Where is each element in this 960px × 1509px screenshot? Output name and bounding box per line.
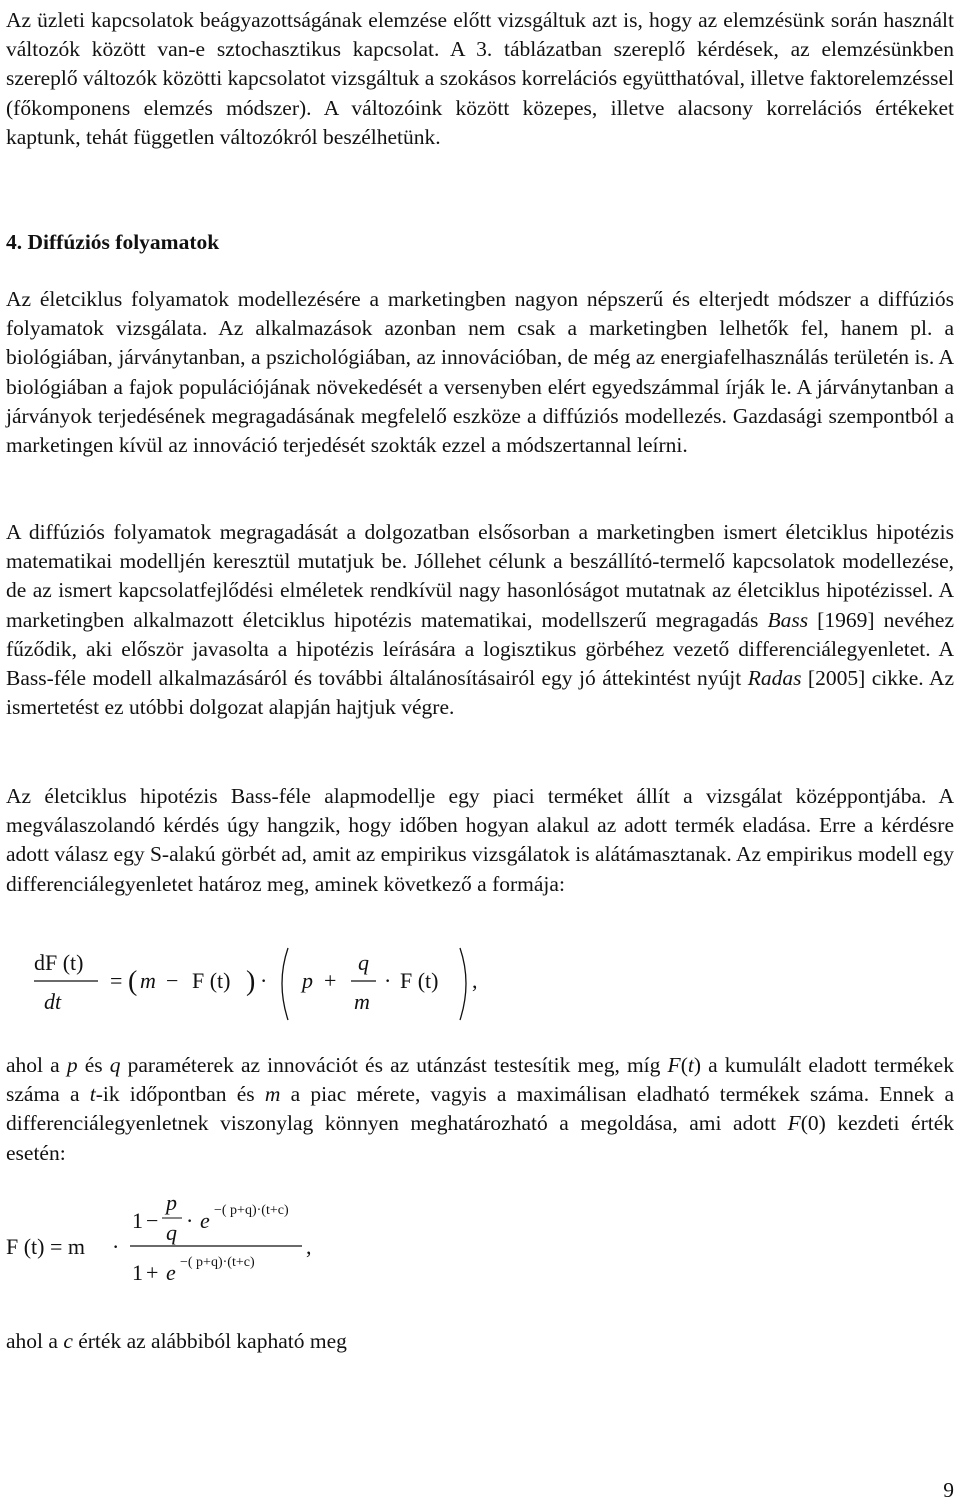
text-span: ) a kumulált eladott termékek száma a [6, 1053, 954, 1107]
eq1-minus: − [166, 968, 179, 993]
paragraph-diffusion-intro: Az életciklus folyamatok modellezésére a marketingben nagyon népszerű és elterjedt módszer a diffúziós folyamatok vizsgálata. Az alkalmazások azonban nem csak a marketingben lelhetők fel, hanem pl. a biológiában, járványtanban, a pszichológiában, az innovációban, de még az energiafelhasználás területén is. A biológiában a fajok populációjának növekedését a versenyben elért egyedszámmal írják le. A járványtanban a járványok terjedésének megragadásának megfelelő eszköze a diffúziós modellezés. Gazdasági szempontból a marketingen kívül az innováció terjedését szokták ezzel a módszertannal leírni. [6, 287, 954, 458]
var-t: t [687, 1053, 694, 1077]
var-m: m [264, 1082, 281, 1107]
paragraph-c-value [6, 1327, 954, 1356]
eq2-dot-top: · [186, 1208, 194, 1233]
eq1-Ft: F (t) [192, 968, 231, 993]
eq1-comma: , [472, 968, 478, 993]
paragraph-correlation: Az üzleti kapcsolatok beágyazottságának elemzése előtt vizsgáltuk azt is, hogy az elemzésünk során használt változók között van-e sztochasztikus kapcsolat. A 3. táblázatban szereplő kérdések, az elemzésünkben szereplő változók közötti kapcsolatot vizsgáltuk a szokásos korrelációs együtthatóval, illetve faktorelemzéssel (főkomponens elemzés módszer). A változóink között közepes, illetve alacsony korrelációs értékeket kaptunk, tehát független változókról beszélhetünk. [6, 8, 954, 149]
var-t: t [89, 1082, 96, 1107]
paragraph-parameters [6, 1051, 954, 1168]
text-span: ahol a [6, 1329, 64, 1353]
eq2-dot: · [112, 1234, 120, 1259]
text-span: ( [680, 1053, 688, 1077]
eq2-plus: + [146, 1260, 159, 1285]
eq2-comma: , [306, 1234, 312, 1259]
var-q: q [109, 1053, 121, 1077]
text-span: paraméterek az innovációt és az utánzást testesítik meg, míg [120, 1053, 668, 1077]
eq2-q: q [166, 1220, 177, 1245]
eq1-p: p [302, 968, 313, 993]
var-F: F [667, 1053, 681, 1077]
eq1-m: m [140, 968, 156, 993]
var-F: F [787, 1111, 801, 1136]
eq1-paren-open: ( [128, 966, 138, 997]
eq1-m-den: m [354, 989, 370, 1014]
text-span: -ik időpontban és [95, 1082, 265, 1107]
paragraph-lifecycle: Az életciklus hipotézis Bass-féle alapmodellje egy piaci terméket állít a vizsgálat középpontjába. A megválaszolandó kérdés úgy hangzik, hogy időben hogyan alakul az adott termék eladása. Erre a kérdésre adott válasz egy S-alakú görbét ad, amit az empirikus vizsgálatok is alátámasztanak. Az empirikus modell egy differenciálegyenletet határoz meg, aminek következő a formája: [6, 784, 954, 896]
text-span: [2005] cikke. Az ismertetést ez utóbbi dolgozat alapján hajtjuk végre. [6, 666, 955, 720]
eq2-minus: − [146, 1208, 159, 1233]
solution-equation [6, 1188, 566, 1308]
text-span: és [77, 1053, 110, 1077]
citation-radas: Radas [747, 666, 802, 691]
eq1-big-paren-left [282, 948, 288, 1020]
citation-bass: Bass [767, 607, 809, 632]
eq2-one-bottom: 1 [132, 1260, 143, 1285]
text-span: érték az alábbiból kapható meg [72, 1329, 347, 1353]
text-span: [1969] nevéhez fűződik, aki először javasolta a hipotézis leírására a logisztikus görbéhez vezető differenciálegyenletet. A Bass-féle modell alkalmazásáról és további általánosításairól egy jó áttekintést nyújt [6, 607, 954, 691]
var-p: p [66, 1053, 78, 1077]
text-span: A diffúziós folyamatok megragadását a dolgozatban elsősorban a marketingben ismert életciklus hipotézis matematikai modelljén keresztül mutatjuk be. Jóllehet célunk a beszállító-termelő kapcsolatok modellezése, de az ismert kapcsolatfejlődési elméletek rendkívül nagy hasonlóságot mutatnak az életciklus hipotézissel. A marketingben alkalmazott életciklus hipotézis matematikai, modellszerű megragadás [6, 520, 954, 632]
eq2-e2: e [166, 1260, 176, 1285]
eq1-dot2: · [384, 968, 392, 993]
eq1-q: q [358, 950, 369, 975]
eq1-paren-close: ) [246, 966, 256, 997]
text-span: a piac mérete, vagyis a maximálisan eladható termékek száma. Ennek a differenciálegyenletnek viszonylag könnyen meghatározható a megoldása, ami adott [6, 1082, 954, 1136]
text-span: ahol a [6, 1053, 67, 1077]
differential-equation [6, 938, 566, 1028]
eq1-Ft2: F (t) [400, 968, 439, 993]
section-heading: 4. Diffúziós folyamatok [6, 230, 220, 254]
var-c: c [63, 1329, 73, 1353]
eq2-exponent2: −( p+q)·(t+c) [180, 1255, 255, 1270]
eq1-denominator: dt [44, 989, 62, 1014]
eq2-p: p [166, 1190, 177, 1215]
eq1-big-paren-right [460, 948, 466, 1020]
eq2-lhs: F (t) = m [6, 1234, 86, 1259]
eq1-dot: · [260, 968, 268, 993]
eq2-one-top: 1 [132, 1208, 143, 1233]
paragraph-bass-model [6, 518, 954, 722]
page-number: 9 [943, 1478, 954, 1502]
eq2-exponent: −( p+q)·(t+c) [214, 1203, 289, 1218]
eq2-e: e [200, 1208, 210, 1233]
text-span: (0) kezdeti érték esetén: [6, 1111, 955, 1165]
eq1-plus: + [324, 968, 337, 993]
eq1-numerator: dF (t) [34, 950, 84, 975]
eq1-equals: = [110, 968, 123, 993]
